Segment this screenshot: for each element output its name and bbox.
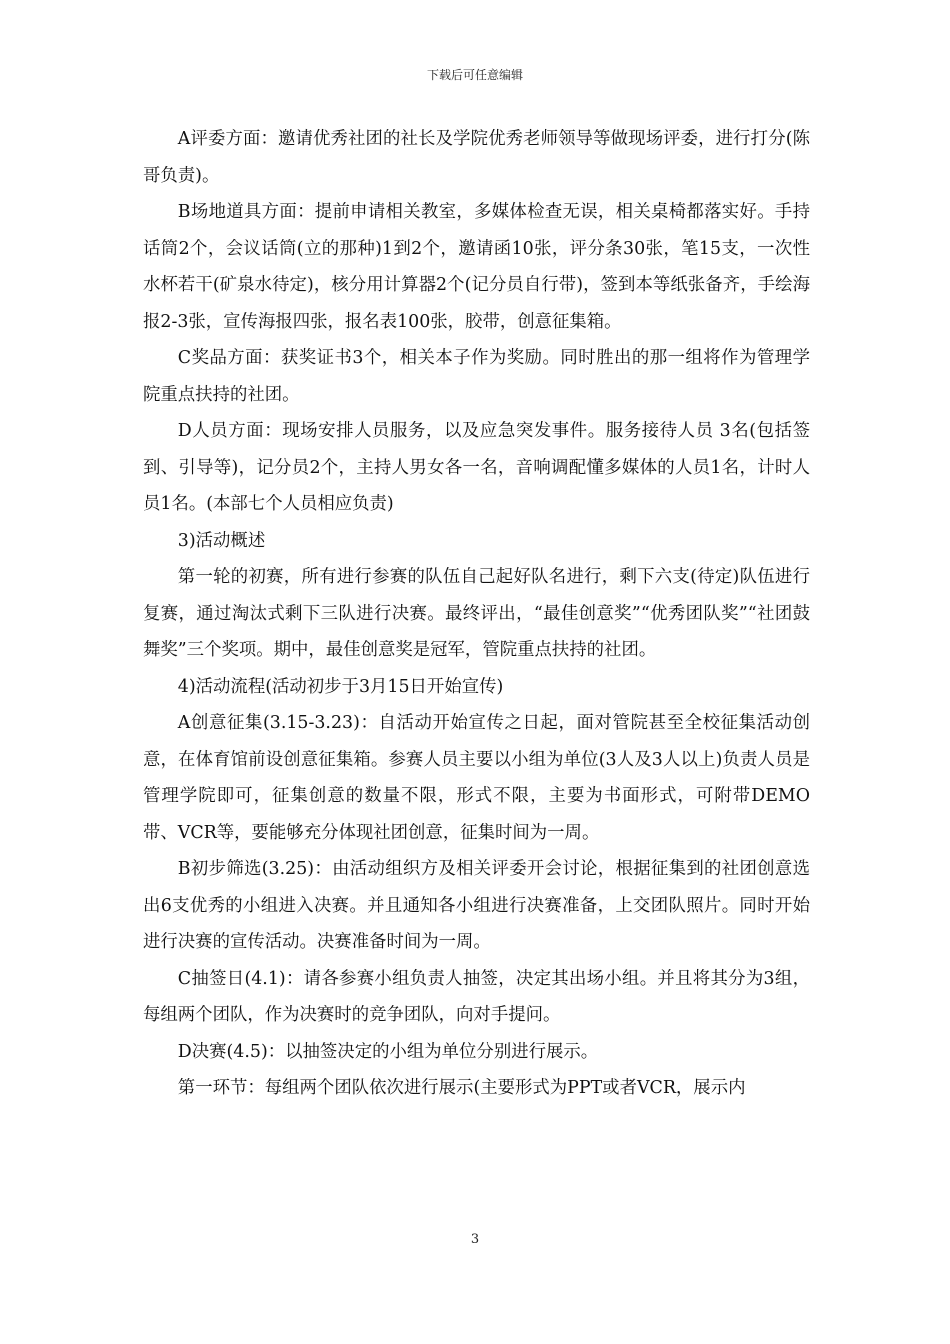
paragraph-finals: D决赛(4.5)：以抽签决定的小组为单位分别进行展示。 — [177, 1041, 599, 1062]
paragraph-first-round: 第一环节：每组两个团队依次进行展示(主要形式为PPT或者VCR，展示内 — [177, 1078, 746, 1098]
paragraph-venue-props: B场地道具方面：提前申请相关教室，多媒体检查无误，相关桌椅都落实好。手持话筒2个，会议话筒(立的那种)1到2个，邀请函10张，评分条30张，笔15支，一次性水杯若干(矿泉水待定)，核分用计算器2个(记分员自行带)，签到本等纸张备齐，手绘海报2-3张，宣传海报四张，报名表100张，胶带，创意征集箱。 — [143, 202, 810, 332]
paragraph-staff: D人员方面：现场安排人员服务，以及应急突发事件。服务接待人员 3名(包括签到、引导等)，记分员2个，主持人男女各一名，音响调配懂多媒体的人员1名，计时人员1名。(本部七个人员相应负责) — [143, 421, 810, 514]
paragraph-prizes: C奖品方面：获奖证书3个，相关本子作为奖励。同时胜出的那一组将作为管理学院重点扶持的社团。 — [143, 348, 810, 405]
page-number: 3 — [470, 1232, 480, 1247]
document-body — [143, 121, 810, 1107]
paragraph-overview: 第一轮的初赛，所有进行参赛的队伍自己起好队名进行，剩下六支(待定)队伍进行复赛，通过淘汰式剩下三队进行决赛。最终评出，“最佳创意奖”“优秀团队奖”“社团鼓舞奖”三个奖项。期中，最佳创意奖是冠军，管院重点扶持的社团。 — [143, 567, 810, 660]
section-heading-overview: 3)活动概述 — [177, 530, 266, 551]
paragraph-draw-day: C抽签日(4.1)：请各参赛小组负责人抽签，决定其出场小组。并且将其分为3组，每组两个团队，作为决赛时的竞争团队，向对手提问。 — [143, 968, 810, 1025]
page-header: 下载后可任意编辑 — [426, 68, 523, 82]
paragraph-judges: A评委方面：邀请优秀社团的社长及学院优秀老师领导等做现场评委，进行打分(陈哥负责)。 — [143, 129, 810, 186]
paragraph-idea-collection: A创意征集(3.15-3.23)：自活动开始宣传之日起，面对管院甚至全校征集活动创意，在体育馆前设创意征集箱。参赛人员主要以小组为单位(3人及3人以上)负责人员是管理学院即可，征集创意的数量不限，形式不限，主要为书面形式，可附带DEMO带、VCR等，要能够充分体现社团创意，征集时间为一周。 — [143, 713, 810, 843]
section-heading-process: 4)活动流程(活动初步于3月15日开始宣传) — [177, 676, 504, 697]
paragraph-screening: B初步筛选(3.25)：由活动组织方及相关评委开会讨论，根据征集到的社团创意选出6支优秀的小组进入决赛。并且通知各小组进行决赛准备，上交团队照片。同时开始进行决赛的宣传活动。决赛准备时间为一周。 — [143, 859, 810, 952]
